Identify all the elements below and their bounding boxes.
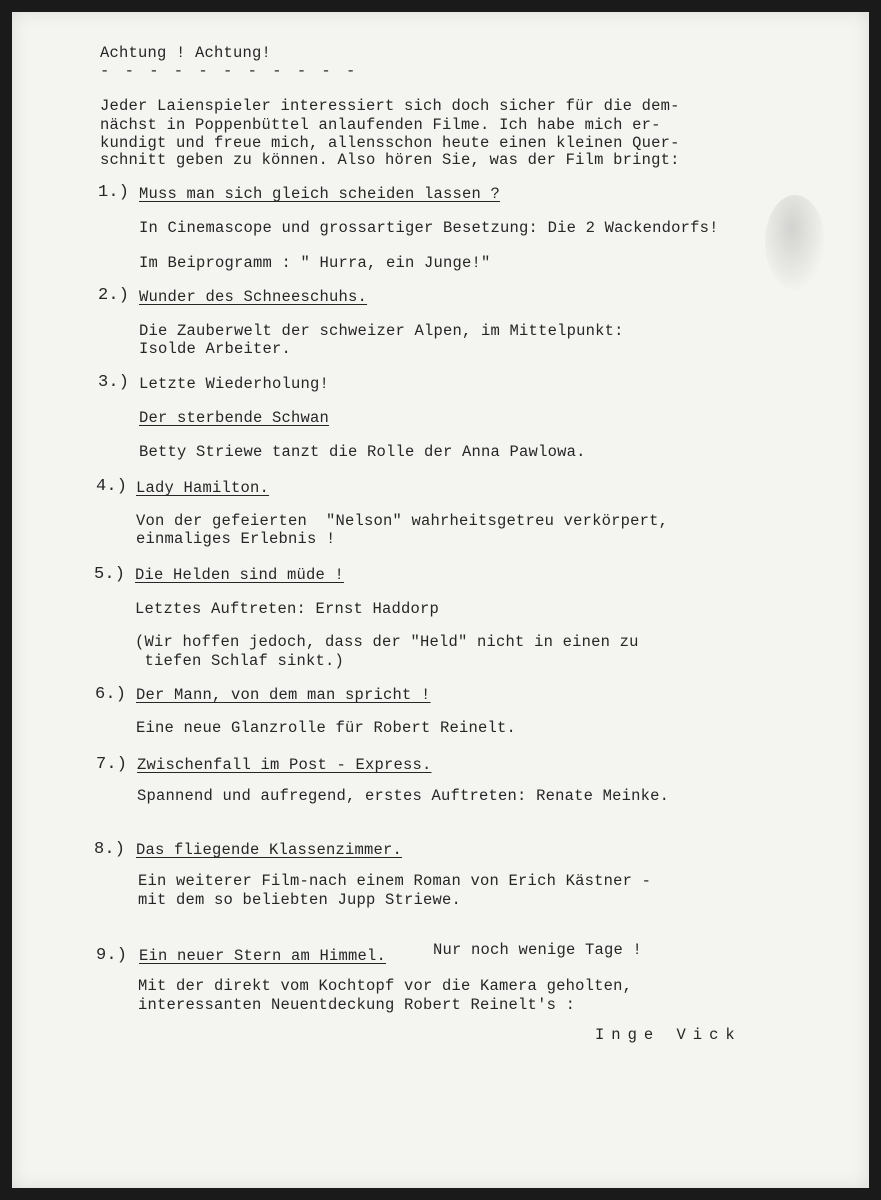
item-title: Zwischenfall im Post - Express. xyxy=(137,756,432,774)
item-title: Letzte Wiederholung! xyxy=(139,375,330,393)
intro-line: schnitt geben zu können. Also hören Sie, was der Film bringt: xyxy=(100,151,680,169)
item-title: Die Helden sind müde ! xyxy=(135,566,345,584)
item-title: Das fliegende Klassenzimmer. xyxy=(136,841,403,859)
item-title: Ein neuer Stern am Himmel. xyxy=(139,947,387,965)
item-text: Von der gefeierten "Nelson" wahrheitsgetreu verkörpert, xyxy=(136,512,669,530)
signature: Inge Vick xyxy=(595,1026,742,1044)
item-number: 4.) xyxy=(96,477,128,496)
item-text: Mit der direkt vom Kochtopf vor die Kamera geholten, xyxy=(138,977,633,995)
item-number: 9.) xyxy=(96,946,128,965)
item-text: einmaliges Erlebnis ! xyxy=(136,530,336,548)
item-text: In Cinemascope und grossartiger Besetzung: Die 2 Wackendorfs! xyxy=(139,219,719,237)
item-text: Im Beiprogramm : " Hurra, ein Junge!" xyxy=(139,254,491,272)
item-number: 2.) xyxy=(98,286,130,305)
item-text: Eine neue Glanzrolle für Robert Reinelt. xyxy=(136,719,517,737)
item-title: Muss man sich gleich scheiden lassen ? xyxy=(139,185,501,203)
item-number: 1.) xyxy=(98,183,130,202)
item-text: Spannend und aufregend, erstes Auftreten: Renate Meinke. xyxy=(137,787,670,805)
item-number: 7.) xyxy=(96,755,128,774)
item-number: 5.) xyxy=(94,565,126,584)
intro-line: nächst in Poppenbüttel anlaufenden Filme. Ich habe mich er- xyxy=(100,116,661,134)
ink-smudge xyxy=(765,195,825,290)
item-title: Lady Hamilton. xyxy=(136,479,270,497)
item-text: (Wir hoffen jedoch, dass der "Held" nicht in einen zu xyxy=(135,633,639,651)
item-text: mit dem so beliebten Jupp Striewe. xyxy=(138,891,462,909)
item-text: Die Zauberwelt der schweizer Alpen, im Mittelpunkt: xyxy=(139,322,624,340)
item-text: tiefen Schlaf sinkt.) xyxy=(135,652,345,670)
item-title-note: Nur noch wenige Tage ! xyxy=(433,941,643,959)
item-text: interessanten Neuentdeckung Robert Reinelt's : xyxy=(138,996,576,1014)
item-number: 3.) xyxy=(98,373,130,392)
heading: Achtung ! Achtung! xyxy=(100,44,272,62)
item-number: 6.) xyxy=(95,685,127,704)
heading-rule: - - - - - - - - - - - xyxy=(100,62,359,80)
item-text: Ein weiterer Film-nach einem Roman von Erich Kästner - xyxy=(138,872,652,890)
item-title: Der Mann, von dem man spricht ! xyxy=(136,686,431,704)
item-subtitle: Der sterbende Schwan xyxy=(139,409,330,427)
item-text: Letztes Auftreten: Ernst Haddorp xyxy=(135,600,440,618)
intro-line: Jeder Laienspieler interessiert sich doch sicher für die dem- xyxy=(100,97,680,115)
item-number: 8.) xyxy=(94,840,126,859)
intro-line: kundigt und freue mich, allensschon heute einen kleinen Quer- xyxy=(100,134,680,152)
item-text: Isolde Arbeiter. xyxy=(139,340,292,358)
item-title: Wunder des Schneeschuhs. xyxy=(139,288,368,306)
item-text: Betty Striewe tanzt die Rolle der Anna Pawlowa. xyxy=(139,443,586,461)
